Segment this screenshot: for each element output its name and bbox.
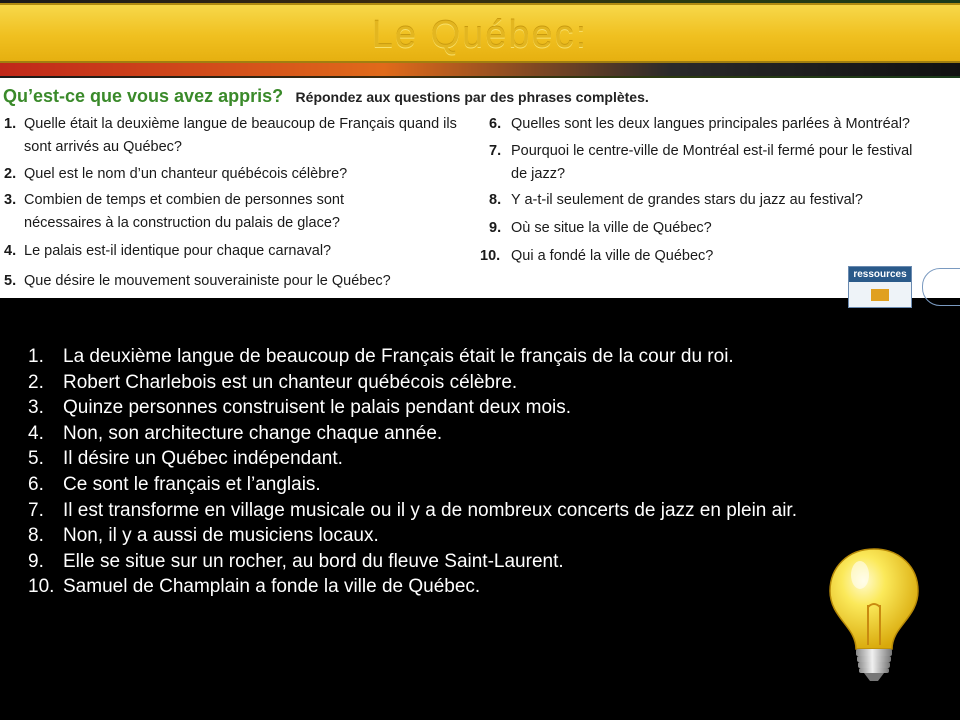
exercise-instruction: Répondez aux questions par des phrases complètes.	[295, 89, 649, 105]
answer-item: 9. Elle se situe sur un rocher, au bord du fleuve Saint-Laurent.	[28, 550, 564, 572]
question-item: 4. Le palais est-il identique pour chaque carnaval?	[4, 243, 332, 259]
question-item: 2. Quel est le nom d’un chanteur québécois célèbre?	[4, 166, 348, 182]
resources-badge	[848, 266, 912, 308]
question-item: 5. Que désire le mouvement souverainiste pour le Québec?	[4, 273, 391, 289]
answer-item: 4. Non, son architecture change chaque année.	[28, 422, 443, 444]
question-item: 1. Quelle était la deuxième langue de beaucoup de Français quand ils sont arrivés au Québec?	[4, 116, 457, 155]
exercise-title: Qu’est-ce que vous avez appris?	[3, 86, 284, 106]
answer-list	[28, 344, 928, 600]
question-item: 9. Où se situe la ville de Québec?	[489, 220, 712, 236]
title-bar	[0, 3, 960, 63]
answer-item: 7. Il est transforme en village musicale ou il y a de nombreux concerts de jazz en plein air.	[28, 499, 797, 521]
answer-item: 2. Robert Charlebois est un chanteur québécois célèbre.	[28, 371, 518, 393]
question-item: 3. Combien de temps et combien de personnes sont nécessaires à la construction du palais de glace?	[4, 192, 344, 231]
question-item: 10. Qui a fondé la ville de Québec?	[480, 248, 714, 264]
cd-icon	[922, 268, 960, 306]
answer-item: 3. Quinze personnes construisent le palais pendant deux mois.	[28, 397, 572, 419]
question-item: 6. Quelles sont les deux langues principales parlées à Montréal?	[489, 116, 910, 132]
light-bulb-icon	[826, 545, 922, 685]
book-icon	[871, 289, 889, 301]
answer-item: 1. La deuxième langue de beaucoup de Français était le français de la cour du roi.	[28, 346, 734, 367]
answer-item: 8. Non, il y a aussi de musiciens locaux.	[28, 525, 379, 547]
textbook-exercise-panel	[0, 78, 960, 298]
resources-label: ressources	[849, 267, 911, 282]
question-item: 8. Y a-t-il seulement de grandes stars du jazz au festival?	[489, 192, 863, 208]
answer-item: 10. Samuel de Champlain a fonde la ville de Québec.	[28, 576, 481, 598]
decorative-stripe	[0, 62, 960, 76]
answer-item: 6. Ce sont le français et l’anglais.	[28, 473, 321, 495]
exercise-heading	[3, 86, 649, 107]
slide-title: Le Québec:	[371, 14, 589, 56]
answer-item: 5. Il désire un Québec indépendant.	[28, 448, 343, 470]
question-item: 7. Pourquoi le centre-ville de Montréal est-il fermé pour le festival de jazz?	[489, 143, 913, 182]
